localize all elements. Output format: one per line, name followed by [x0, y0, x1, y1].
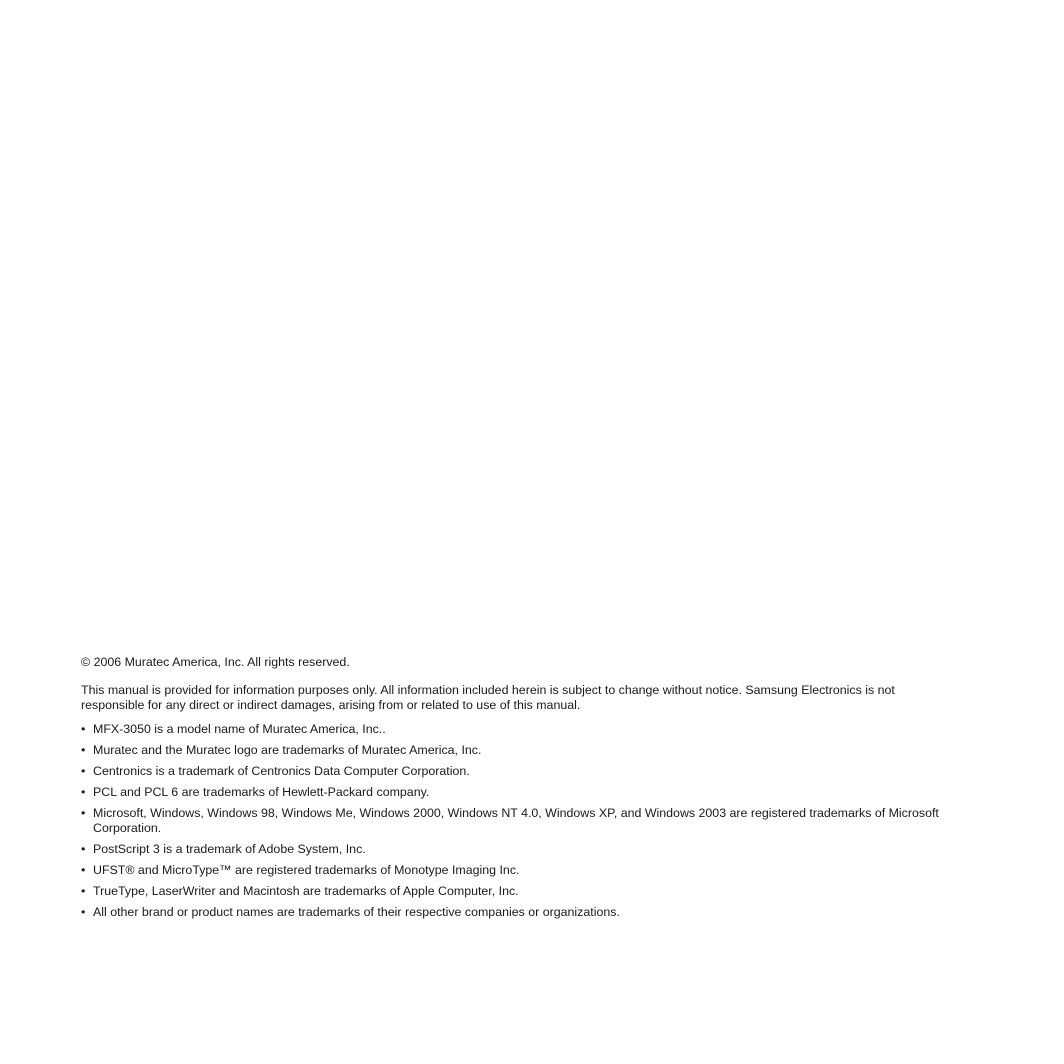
list-item — [81, 842, 981, 858]
list-item — [81, 764, 981, 780]
trademark-text: UFST® and MicroType™ are registered trademarks of Monotype Imaging Inc. — [93, 863, 520, 877]
trademark-text: All other brand or product names are trademarks of their respective companies or organizations. — [93, 905, 620, 919]
bullet-icon: • — [81, 784, 86, 799]
list-item — [81, 905, 981, 921]
legal-notice — [81, 655, 981, 926]
list-item — [81, 863, 981, 879]
trademark-text: PCL and PCL 6 are trademarks of Hewlett-Packard company. — [93, 784, 430, 799]
bullet-icon: • — [81, 742, 86, 757]
trademark-text: MFX-3050 is a model name of Muratec America, Inc.. — [93, 721, 386, 736]
trademark-text: Centronics is a trademark of Centronics Data Computer Corporation. — [93, 763, 470, 778]
copyright-line: © 2006 Muratec America, Inc. All rights reserved. — [81, 655, 350, 669]
trademark-text: TrueType, LaserWriter and Macintosh are trademarks of Apple Computer, Inc. — [93, 884, 519, 898]
bullet-icon: • — [81, 721, 86, 736]
bullet-icon: • — [81, 842, 86, 856]
bullet-icon: • — [81, 805, 86, 820]
list-item — [81, 722, 981, 738]
bullet-icon: • — [81, 905, 86, 919]
disclaimer-paragraph: This manual is provided for information purposes only. All information included herein is subject to change without notice. Samsung Electronics is not responsible for any direct or indirect damages, arising from or related to use of this manual. — [81, 682, 895, 712]
list-item — [81, 743, 981, 759]
list-item — [81, 806, 981, 837]
bullet-icon: • — [81, 884, 86, 898]
list-item — [81, 884, 981, 900]
trademark-text: PostScript 3 is a trademark of Adobe System, Inc. — [93, 842, 366, 856]
list-item — [81, 785, 981, 801]
bullet-icon: • — [81, 863, 86, 877]
trademark-text: Muratec and the Muratec logo are trademarks of Muratec America, Inc. — [93, 742, 482, 757]
bullet-icon: • — [81, 763, 86, 778]
trademark-text: Microsoft, Windows, Windows 98, Windows Me, Windows 2000, Windows NT 4.0, Windows XP, and Windows 2003 are registered trademarks of Microsoft Corporation. — [93, 805, 939, 835]
trademark-list — [81, 722, 981, 921]
